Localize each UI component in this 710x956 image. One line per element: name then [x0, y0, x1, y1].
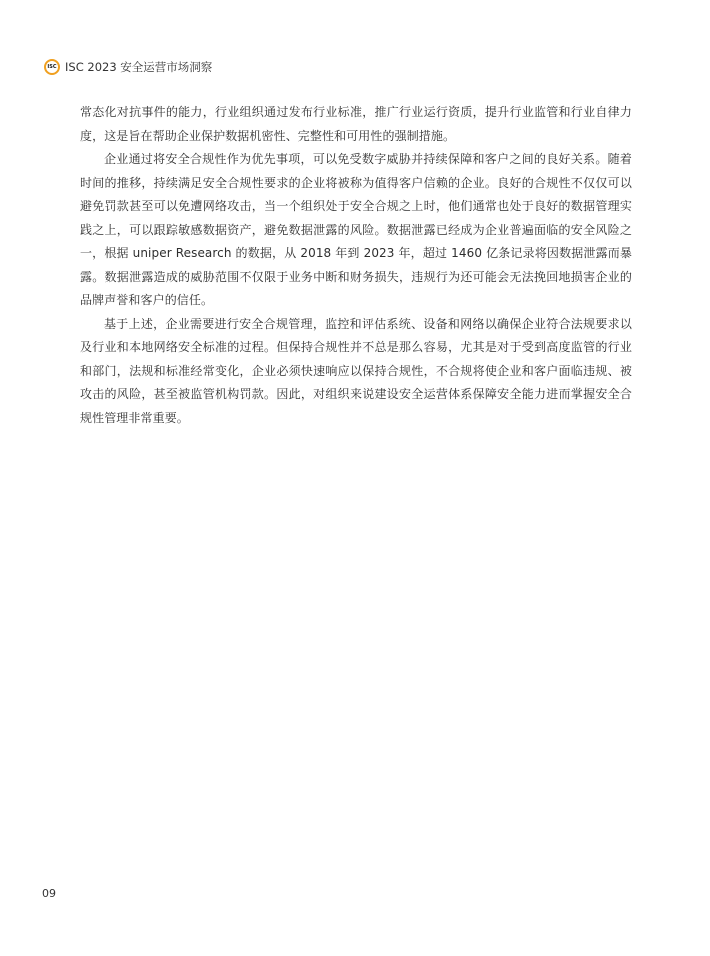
paragraph-2: 企业通过将安全合规性作为优先事项，可以免受数字威胁并持续保障和客户之间的良好关系。随着时间的推移，持续满足安全合规性要求的企业将被称为值得客户信赖的企业。良好的合规性不仅仅可以避免罚款甚至可以免遭网络攻击，当一个组织处于安全合规之上时，他们通常也处于良好的数据管理实践之上，可以跟踪敏感数据资产，避免数据泄露的风险。数据泄露已经成为企业普遍面临的安全风险之一，根据 uniper Research 的数据，从 2018 年到 2023 年，超过 1460 亿条记录将因数据泄露而暴露。数据泄露造成的威胁范围不仅限于业务中断和财务损失，违规行为还可能会无法挽回地损害企业的品牌声誉和客户的信任。 [80, 152, 632, 307]
logo-text: ISC [47, 63, 57, 70]
isc-logo [44, 59, 60, 75]
paragraph-3: 基于上述，企业需要进行安全合规管理，监控和评估系统、设备和网络以确保企业符合法规要求以及行业和本地网络安全标准的过程。但保持合规性并不总是那么容易，尤其是对于受到高度监管的行业和部门，法规和标准经常变化，企业必须快速响应以保持合规性，不合规将使企业和客户面临违规、被攻击的风险，甚至被监管机构罚款。因此，对组织来说建设安全运营体系保障安全能力进而掌握安全合规性管理非常重要。 [80, 316, 632, 425]
paragraph-1: 常态化对抗事件的能力，行业组织通过发布行业标准，推广行业运行资质，提升行业监管和行业自律力度，这是旨在帮助企业保护数据机密性、完整性和可用性的强制措施。 [80, 105, 632, 143]
body-content [80, 101, 632, 430]
header-title: ISC 2023 安全运营市场洞察 [65, 60, 213, 74]
page-header [44, 58, 212, 76]
page-number: 09 [42, 887, 56, 900]
